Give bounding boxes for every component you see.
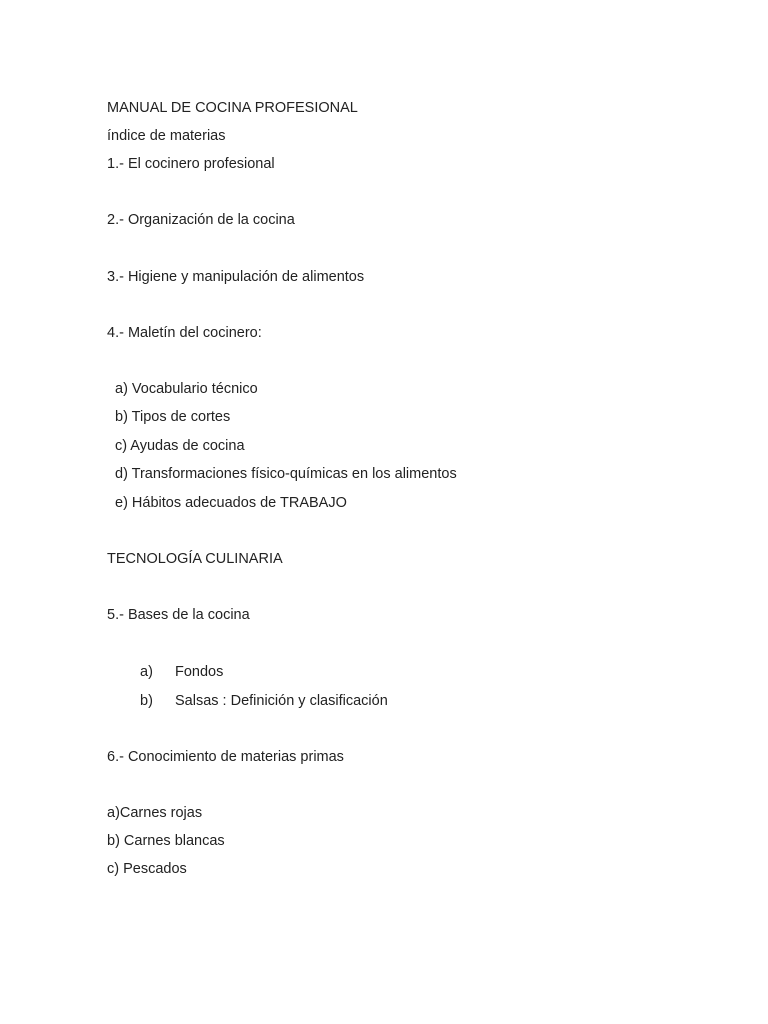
section-2-heading: 2.- Organización de la cocina	[107, 212, 295, 228]
section-1-heading: 1.- El cocinero profesional	[107, 156, 275, 172]
section-5-item-letter: a)	[140, 664, 153, 680]
section-5-heading: 5.- Bases de la cocina	[107, 607, 250, 623]
section-6-item: a)Carnes rojas	[107, 805, 203, 821]
section-4-item: c) Ayudas de cocina	[115, 438, 245, 454]
document-subtitle: índice de materias	[107, 128, 226, 144]
section-5-item-text: Fondos	[175, 664, 224, 680]
section-5-item-letter: b)	[140, 693, 153, 709]
document-title: MANUAL DE COCINA PROFESIONAL	[107, 100, 358, 116]
section-4-item: d) Transformaciones físico-químicas en los alimentos	[115, 466, 457, 482]
section-4-heading: 4.- Maletín del cocinero:	[107, 325, 262, 341]
section-6-item: b) Carnes blancas	[107, 833, 225, 849]
section-6-heading: 6.- Conocimiento de materias primas	[107, 749, 344, 765]
section-3-heading: 3.- Higiene y manipulación de alimentos	[107, 269, 365, 285]
part-heading: TECNOLOGÍA CULINARIA	[107, 551, 283, 567]
section-4-item: b) Tipos de cortes	[115, 409, 231, 425]
section-5-item-text: Salsas : Definición y clasificación	[175, 693, 388, 709]
section-4-item: a) Vocabulario técnico	[115, 381, 258, 397]
section-6-item: c) Pescados	[107, 861, 187, 877]
section-4-item: e) Hábitos adecuados de TRABAJO	[115, 495, 347, 511]
